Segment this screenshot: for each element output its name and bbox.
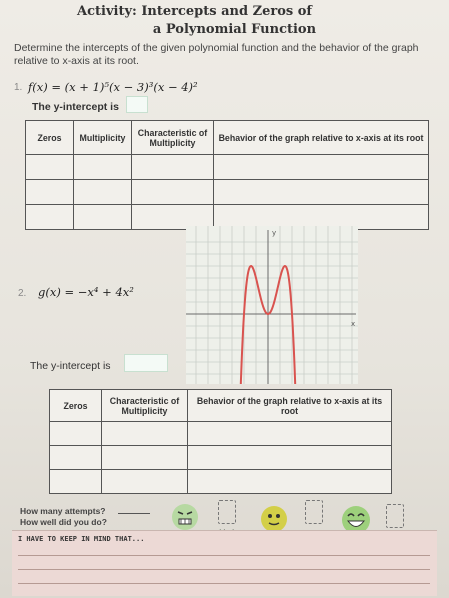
table-cell[interactable]: [26, 180, 74, 205]
page-title-line1: Activity: Intercepts and Zeros of: [77, 4, 312, 19]
table-row: [26, 155, 429, 180]
header-characteristic: Characteristic of Multiplicity: [132, 121, 214, 155]
table-cell[interactable]: [188, 422, 392, 446]
table-cell[interactable]: [74, 180, 132, 205]
table-cell[interactable]: [74, 205, 132, 230]
notes-line: [18, 569, 430, 570]
problem2-number: 2.: [18, 288, 27, 299]
table-cell[interactable]: [102, 422, 188, 446]
instructions: Determine the intercepts of the given polynomial function and the behavior of the graph relative to x-axis at its root.: [14, 42, 419, 67]
problem2-function: g(x) = −x⁴ + 4x²: [38, 285, 134, 299]
table-cell[interactable]: [50, 422, 102, 446]
table-row: [50, 446, 392, 470]
table-cell[interactable]: [50, 446, 102, 470]
attempts-label: How many attempts?: [20, 506, 106, 516]
header-behavior: Behavior of the graph relative to x-axis at its root: [188, 390, 392, 422]
problem1-table: [25, 120, 429, 230]
page-title-line2: a Polynomial Function: [152, 22, 317, 37]
problem1-y-intercept-label: The y-intercept is: [32, 101, 119, 113]
header-behavior: Behavior of the graph relative to x-axis at its root: [214, 121, 429, 155]
table-cell[interactable]: [26, 155, 74, 180]
x-axis-label: x: [351, 320, 356, 328]
table-cell[interactable]: [102, 446, 188, 470]
graph-background: [186, 226, 358, 384]
table-row: [50, 422, 392, 446]
table-cell[interactable]: [102, 470, 188, 494]
splendid-checkbox[interactable]: [386, 504, 404, 528]
problem2-y-intercept-label: The y-intercept is: [30, 360, 111, 372]
table-cell[interactable]: [188, 470, 392, 494]
table-cell[interactable]: [132, 180, 214, 205]
header-zeros: Zeros: [26, 121, 74, 155]
need-help-face-icon[interactable]: [172, 504, 198, 530]
header-characteristic: Characteristic of Multiplicity: [102, 390, 188, 422]
notes-line: [18, 555, 430, 556]
table-row: [50, 470, 392, 494]
table-cell[interactable]: [74, 155, 132, 180]
notes-line: [18, 583, 430, 584]
table-cell[interactable]: [214, 180, 429, 205]
header-multiplicity: Multiplicity: [74, 121, 132, 155]
problem1-function: f(x) = (x + 1)⁵(x − 3)³(x − 4)²: [28, 80, 198, 94]
notes-label: I HAVE TO KEEP IN MIND THAT...: [18, 535, 145, 543]
table-cell[interactable]: [50, 470, 102, 494]
table-row: [26, 180, 429, 205]
just-ok-checkbox[interactable]: [305, 500, 323, 524]
table-cell[interactable]: [214, 155, 429, 180]
notes-box[interactable]: [12, 530, 437, 596]
problem2-table: [49, 389, 392, 494]
y-axis-label: y: [272, 229, 277, 237]
problem1-number: 1.: [14, 82, 23, 93]
table-cell[interactable]: [132, 155, 214, 180]
header-zeros: Zeros: [50, 390, 102, 422]
how-well-label: How well did you do?: [20, 517, 107, 527]
problem1-y-intercept-input[interactable]: [126, 96, 148, 113]
table-cell[interactable]: [26, 205, 74, 230]
problem2-y-intercept-input[interactable]: [124, 354, 168, 372]
function-graph: [186, 226, 358, 384]
attempts-input[interactable]: [118, 513, 150, 514]
need-help-checkbox[interactable]: [218, 500, 236, 524]
just-ok-face-icon[interactable]: [261, 506, 287, 532]
table-cell[interactable]: [188, 446, 392, 470]
